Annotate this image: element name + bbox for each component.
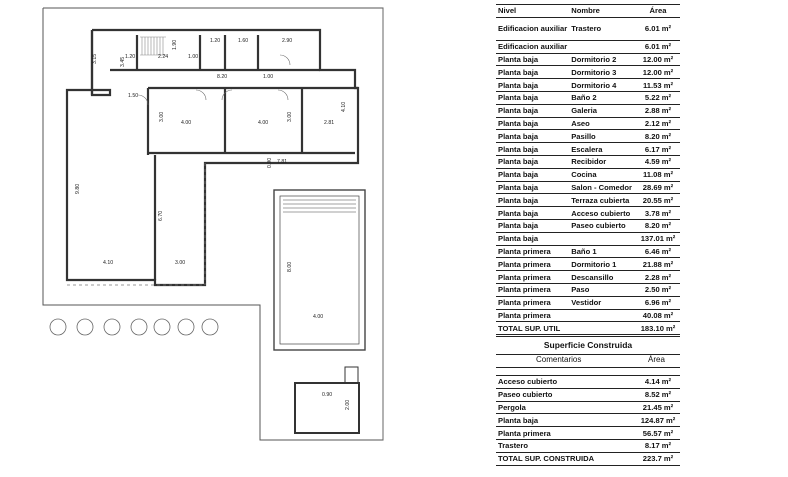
- cell-name: Galeria: [569, 104, 636, 117]
- door-swings: [138, 55, 290, 105]
- dimension-label: 3.15: [92, 53, 98, 64]
- table-row: [496, 17, 680, 40]
- dimension-label: 3.45: [120, 56, 126, 67]
- built-surface-title: Superficie Construida: [496, 336, 680, 355]
- table-row: [496, 219, 680, 232]
- table-row: [496, 155, 680, 168]
- cell-area: 28.69 m²: [636, 181, 680, 194]
- dimension-label: 7.81: [277, 159, 288, 165]
- table-row: [496, 245, 680, 258]
- built-surface-subheader: [496, 354, 680, 368]
- cell-area: 4.14 m²: [636, 376, 680, 389]
- cell-area: 12.00 m²: [636, 53, 680, 66]
- table-row: [496, 258, 680, 271]
- cell-area: 2.88 m²: [636, 104, 680, 117]
- cell-area: 56.57 m²: [636, 427, 680, 440]
- cell-level: Planta baja: [496, 155, 569, 168]
- table-row: [496, 130, 680, 143]
- dimension-label: 1.20: [210, 38, 221, 44]
- cell-area: 8.20 m²: [636, 219, 680, 232]
- cell-level: Planta baja: [496, 168, 569, 181]
- dimension-label: 1.90: [172, 39, 178, 50]
- cell-name: Vestidor: [569, 296, 636, 309]
- dimension-label: 4.00: [313, 314, 324, 320]
- cell-area: 20.55 m²: [636, 194, 680, 207]
- cell-level: Planta primera: [496, 245, 569, 258]
- cell-area: 137.01 m²: [636, 232, 680, 245]
- cell-label: Planta primera: [496, 427, 636, 440]
- table-row: [496, 181, 680, 194]
- dimension-label: 2.00: [345, 399, 351, 410]
- table-row: [496, 91, 680, 104]
- cell-level: Planta baja: [496, 181, 569, 194]
- dimension-label: 4.10: [341, 101, 347, 112]
- cell-name: Dormitorio 1: [569, 258, 636, 271]
- cell-area: 6.17 m²: [636, 143, 680, 156]
- cell-area: 8.20 m²: [636, 130, 680, 143]
- table-row: [496, 309, 680, 322]
- dimension-label: 2.90: [282, 38, 293, 44]
- cell-name: Terraza cubierta: [569, 194, 636, 207]
- cell-level: Planta baja: [496, 232, 569, 245]
- table-row: [496, 168, 680, 181]
- cell-name: Aseo: [569, 117, 636, 130]
- dimension-label: 3.00: [287, 111, 293, 122]
- column-header-area: Área: [648, 355, 665, 364]
- cell-name: Paso: [569, 283, 636, 296]
- table-row: [496, 452, 680, 465]
- column-header-name: Nombre: [569, 5, 636, 18]
- cell-name: [569, 232, 636, 245]
- table-row: [496, 427, 680, 440]
- dimension-label: 1.00: [263, 74, 274, 80]
- cell-area: 8.52 m²: [636, 388, 680, 401]
- dimension-label: 2.24: [158, 54, 169, 60]
- cell-name: Baño 2: [569, 91, 636, 104]
- dimension-label: 1.50: [128, 93, 139, 99]
- table-row: [496, 79, 680, 92]
- cell-area: 183.10 m²: [636, 322, 680, 335]
- table-row: [496, 232, 680, 245]
- cell-name: Cocina: [569, 168, 636, 181]
- table-row: [496, 439, 680, 452]
- cell-name: Pasillo: [569, 130, 636, 143]
- cell-level: Planta primera: [496, 309, 569, 322]
- cell-name: Dormitorio 3: [569, 66, 636, 79]
- table-row: [496, 388, 680, 401]
- cell-label: Planta baja: [496, 414, 636, 427]
- cell-area: 21.45 m²: [636, 401, 680, 414]
- dimension-label: 8.20: [217, 74, 228, 80]
- cell-area: 6.46 m²: [636, 245, 680, 258]
- cell-name: Dormitorio 4: [569, 79, 636, 92]
- dimension-label: 4.00: [258, 120, 269, 126]
- table-row: [496, 40, 680, 53]
- dimension-label: 0.90: [267, 157, 273, 168]
- cell-level: Planta baja: [496, 53, 569, 66]
- cell-area: 21.88 m²: [636, 258, 680, 271]
- cell-area: 11.53 m²: [636, 79, 680, 92]
- table-row: [496, 414, 680, 427]
- cell-area: 6.96 m²: [636, 296, 680, 309]
- cell-level: TOTAL SUP. UTIL: [496, 322, 569, 335]
- cell-name: [569, 40, 636, 53]
- plot-boundary: [43, 8, 383, 440]
- building-walls: [67, 30, 358, 285]
- dimension-label: 1.20: [125, 54, 136, 60]
- table-row: [496, 376, 680, 389]
- table-row: [496, 322, 680, 335]
- table-row: [496, 66, 680, 79]
- table-row: [496, 271, 680, 284]
- dimension-label: 0.90: [322, 392, 333, 398]
- column-header-comment: Comentarios: [536, 355, 582, 364]
- cell-level: Planta primera: [496, 283, 569, 296]
- table-row: [496, 117, 680, 130]
- cell-name: Salon - Comedor: [569, 181, 636, 194]
- dimension-label: 6.70: [158, 210, 164, 221]
- cell-level: Planta primera: [496, 296, 569, 309]
- cell-level: Planta primera: [496, 258, 569, 271]
- cell-name: Recibidor: [569, 155, 636, 168]
- cell-level: Planta primera: [496, 271, 569, 284]
- dimension-label: 4.00: [181, 120, 192, 126]
- table-row: [496, 283, 680, 296]
- dashed-lines: [67, 163, 205, 285]
- cell-label: Pergola: [496, 401, 636, 414]
- cell-level: Planta baja: [496, 207, 569, 220]
- table-row: [496, 401, 680, 414]
- cell-area: 3.78 m²: [636, 207, 680, 220]
- dimension-label: 1.60: [238, 38, 249, 44]
- table-row: [496, 296, 680, 309]
- cell-level: Planta baja: [496, 104, 569, 117]
- column-header-area: Área: [636, 5, 680, 18]
- cell-name: Trastero: [569, 17, 636, 40]
- cell-level: Planta baja: [496, 91, 569, 104]
- cell-area: 6.01 m²: [636, 17, 680, 40]
- cell-name: Baño 1: [569, 245, 636, 258]
- cell-area: 6.01 m²: [636, 40, 680, 53]
- dimension-label: 4.10: [103, 260, 114, 266]
- cell-level: Planta baja: [496, 130, 569, 143]
- cell-label: Trastero: [496, 439, 636, 452]
- column-header-level: Nivel: [496, 5, 569, 18]
- cell-area: 2.28 m²: [636, 271, 680, 284]
- trees: [50, 319, 218, 335]
- dimension-label: 1.00: [188, 54, 199, 60]
- cell-area: 12.00 m²: [636, 66, 680, 79]
- table-row: [496, 53, 680, 66]
- cell-area: 2.12 m²: [636, 117, 680, 130]
- cell-level: Planta baja: [496, 219, 569, 232]
- cell-level: Planta baja: [496, 143, 569, 156]
- cell-label: TOTAL SUP. CONSTRUIDA: [496, 452, 636, 465]
- cell-level: Planta baja: [496, 79, 569, 92]
- stair-hatch: [140, 37, 166, 55]
- built-surface-table: [496, 375, 680, 466]
- cell-name: Dormitorio 2: [569, 53, 636, 66]
- cell-label: Paseo cubierto: [496, 388, 636, 401]
- dimension-label: 3.00: [175, 260, 186, 266]
- cell-name: Descansillo: [569, 271, 636, 284]
- cell-area: 223.7 m²: [636, 452, 680, 465]
- cell-level: Planta baja: [496, 194, 569, 207]
- cell-level: Planta baja: [496, 117, 569, 130]
- cell-area: 5.22 m²: [636, 91, 680, 104]
- table-row: [496, 104, 680, 117]
- cell-area: 11.08 m²: [636, 168, 680, 181]
- dimension-label: 2.81: [324, 120, 335, 126]
- cell-name: [569, 309, 636, 322]
- table-row: [496, 143, 680, 156]
- cell-label: Acceso cubierto: [496, 376, 636, 389]
- cell-name: Escalera: [569, 143, 636, 156]
- cell-area: 40.08 m²: [636, 309, 680, 322]
- cell-name: Acceso cubierto: [569, 207, 636, 220]
- table-row: [496, 194, 680, 207]
- dimension-label: 8.00: [287, 261, 293, 272]
- cell-name: [569, 322, 636, 335]
- cell-area: 8.17 m²: [636, 439, 680, 452]
- cell-level: Planta baja: [496, 66, 569, 79]
- cell-area: 4.59 m²: [636, 155, 680, 168]
- dimension-label: 9.80: [75, 183, 81, 194]
- rooms-table: [496, 4, 680, 335]
- cell-name: Paseo cubierto: [569, 219, 636, 232]
- cell-level: Edificacion auxiliar: [498, 42, 568, 52]
- cell-level: Edificacion auxiliar: [496, 17, 569, 40]
- cell-area: 2.50 m²: [636, 283, 680, 296]
- dimension-label: 3.00: [159, 111, 165, 122]
- table-row: [496, 207, 680, 220]
- cell-area: 124.87 m²: [636, 414, 680, 427]
